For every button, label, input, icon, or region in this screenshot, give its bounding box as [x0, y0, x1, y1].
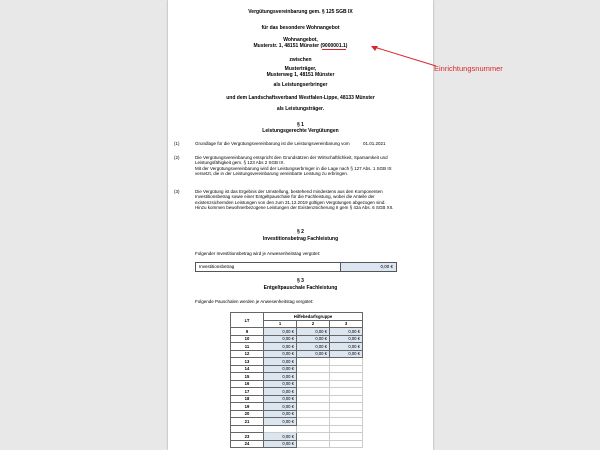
annotation-arrow-icon — [370, 44, 440, 70]
para-2-line-4: versetzt, die in der Leistungsvereinbarung vereinbarte Leistung zu erbringen. — [195, 171, 349, 177]
investitionsbetrag-row — [195, 262, 397, 272]
table-row — [231, 328, 363, 336]
table-row — [231, 335, 363, 343]
table-row — [231, 403, 363, 411]
para-1-date: 01.01.2021 — [363, 141, 386, 146]
lt-cell: 12 — [231, 350, 264, 358]
lt-cell: 19 — [231, 403, 264, 411]
lt-cell: 18 — [231, 395, 264, 403]
para-3-line-4: Hinzu kommen bewohnerbezogene Leistungen der Existenzsicherung II gem § 42a Abs. 6 SGB XII. — [195, 205, 394, 211]
traeger-address: Musterweg 1, 48151 Münster — [266, 72, 335, 78]
empty-cell — [297, 425, 330, 433]
empty-cell — [297, 358, 330, 366]
para-3-text — [195, 189, 393, 211]
value-cell: 0,00 € — [297, 350, 330, 358]
para-3-line-2: Investitionsbetrag sowie einer Entgeltpauschale für die Fachleistung, wobei die Anteile der — [195, 194, 375, 200]
zwischen: zwischen — [289, 57, 312, 63]
section-1-number: § 1 — [297, 122, 304, 128]
para-2-text — [195, 155, 392, 177]
lt-cell: 20 — [231, 410, 264, 418]
lt-cell: 9 — [231, 328, 264, 336]
table-row — [231, 418, 363, 426]
table-row — [231, 373, 363, 381]
traeger-name: Musterträger, — [284, 66, 317, 72]
para-1-number: (1) — [174, 141, 180, 146]
value-cell: 0,00 € — [297, 335, 330, 343]
einrichtungsnummer-annotation: Einrichtungsnummer — [434, 64, 503, 73]
section-2-title: Investitionsbetrag Fachleistung — [262, 236, 339, 242]
para-2-number: (2) — [174, 155, 180, 160]
empty-cell — [297, 433, 330, 441]
value-cell: 0,00 € — [330, 335, 363, 343]
value-cell: 0,00 € — [264, 418, 297, 426]
table-row — [231, 365, 363, 373]
para-3-line-3: existenzsichernden Leistungen von den zum 31.12.2019 gültigen Vergütungen abgezogen sind. — [195, 199, 386, 205]
value-cell: 0,00 € — [297, 343, 330, 351]
empty-cell — [297, 380, 330, 388]
empty-cell — [330, 388, 363, 396]
value-cell: 0,00 € — [330, 328, 363, 336]
table-row — [231, 410, 363, 418]
value-cell: 0,00 € — [264, 328, 297, 336]
lt-cell: 24 — [231, 440, 264, 448]
document-subtitle: für das besondere Wohnangebot — [261, 25, 340, 31]
value-cell: 0,00 € — [264, 358, 297, 366]
para-3-line-1: Die Vergütung ist das Ergebnis der Umstellung, bestehend mindestens aus den Komponenten — [195, 189, 383, 194]
table-row — [231, 358, 363, 366]
pauschalen-table — [230, 312, 363, 448]
value-cell: 0,00 € — [264, 403, 297, 411]
table-row — [231, 440, 363, 448]
table-row — [231, 350, 363, 358]
lt-cell: 21 — [231, 418, 264, 426]
para-3-number: (3) — [174, 189, 180, 194]
table-row — [231, 433, 363, 441]
wohnangebot: Wohnangebot, — [283, 37, 318, 43]
value-cell: 0,00 € — [330, 343, 363, 351]
empty-cell — [330, 433, 363, 441]
als-leistungserbringer: als Leistungserbringer — [273, 82, 328, 88]
empty-cell — [297, 418, 330, 426]
value-cell: 0,00 € — [264, 343, 297, 351]
empty-cell — [297, 440, 330, 448]
empty-cell — [297, 373, 330, 381]
empty-cell — [330, 403, 363, 411]
address-close: ) — [345, 43, 348, 49]
para-2-line-2: Leistungsfähigkeit gem. § 123 Abs 2 SGB IX. — [195, 160, 285, 166]
section-3-intro: Folgende Pauschalen werden je Anwesenheitstag vergütet: — [195, 299, 314, 304]
lt-cell: 14 — [231, 365, 264, 373]
empty-cell — [330, 410, 363, 418]
section-3-title: Entgeltpauschale Fachleistung — [263, 285, 338, 291]
section-2-intro: Folgender Investitionsbetrag wird je Anwesenheitstag vergütet: — [195, 251, 321, 256]
table-row — [231, 395, 363, 403]
value-cell: 0,00 € — [264, 395, 297, 403]
table-row — [231, 425, 363, 433]
lt-cell: 10 — [231, 335, 264, 343]
table-row — [231, 388, 363, 396]
empty-cell — [330, 358, 363, 366]
als-leistungstraeger: als Leistungsträger. — [276, 106, 325, 112]
value-cell: 0,00 € — [330, 350, 363, 358]
value-cell: 0,00 € — [264, 440, 297, 448]
lt-cell: 15 — [231, 373, 264, 381]
table-row — [231, 343, 363, 351]
investitionsbetrag-value: 0,00 € — [340, 263, 396, 271]
empty-cell — [330, 365, 363, 373]
hbg-col-2: 2 — [297, 320, 330, 328]
empty-cell — [297, 365, 330, 373]
empty-cell — [297, 403, 330, 411]
empty-cell — [330, 373, 363, 381]
value-cell: 0,00 € — [264, 335, 297, 343]
value-cell: 0,00 € — [264, 380, 297, 388]
table-row — [231, 380, 363, 388]
empty-cell — [330, 425, 363, 433]
empty-cell — [330, 395, 363, 403]
section-1-title: Leistungsgerechte Vergütungen — [262, 128, 339, 134]
einrichtungsnummer: 9000001.1 — [322, 43, 346, 49]
lt-cell: 11 — [231, 343, 264, 351]
lt-header: LT — [231, 313, 264, 328]
hbg-col-3: 3 — [330, 320, 363, 328]
empty-cell — [297, 388, 330, 396]
value-cell: 0,00 € — [264, 433, 297, 441]
address-text: Musterstr. 1, 48151 Münster ( — [253, 43, 323, 49]
und-dem-lwl: und dem Landschaftsverband Westfalen-Lippe, 48133 Münster — [226, 95, 375, 101]
value-cell: 0,00 € — [264, 350, 297, 358]
value-cell — [264, 425, 297, 433]
document-title: Vergütungsvereinbarung gem. § 125 SGB IX — [248, 9, 353, 15]
para-2-line-3: Mit der Vergütungsvereinbarung wird der Leistungserbringer in die Lage nach § 127 Abs. 1 SGB IX — [195, 165, 392, 171]
lt-cell — [231, 425, 264, 433]
para-1-text: Grundlage für die Vergütungsvereinbarung ist die Leistungsvereinbarung vom — [195, 141, 350, 146]
empty-cell — [330, 418, 363, 426]
empty-cell — [330, 380, 363, 388]
empty-cell — [297, 395, 330, 403]
lt-cell: 17 — [231, 388, 264, 396]
empty-cell — [330, 440, 363, 448]
value-cell: 0,00 € — [297, 328, 330, 336]
section-2-number: § 2 — [297, 229, 304, 235]
value-cell: 0,00 € — [264, 373, 297, 381]
lt-cell: 23 — [231, 433, 264, 441]
para-2-line-1: Die Vergütungsvereinbarung entspricht den Grundsätzen der Wirtschaftlichkeit, Sparsamkeit und — [195, 155, 388, 160]
value-cell: 0,00 € — [264, 365, 297, 373]
investitionsbetrag-label: Investitionsbetrag — [199, 264, 235, 269]
value-cell: 0,00 € — [264, 410, 297, 418]
empty-cell — [297, 410, 330, 418]
lt-cell: 16 — [231, 380, 264, 388]
section-3-number: § 3 — [297, 278, 304, 284]
value-cell: 0,00 € — [264, 388, 297, 396]
hbg-col-1: 1 — [264, 320, 297, 328]
lt-cell: 13 — [231, 358, 264, 366]
hbg-header: Hilfebedarfsgruppe — [264, 313, 363, 321]
